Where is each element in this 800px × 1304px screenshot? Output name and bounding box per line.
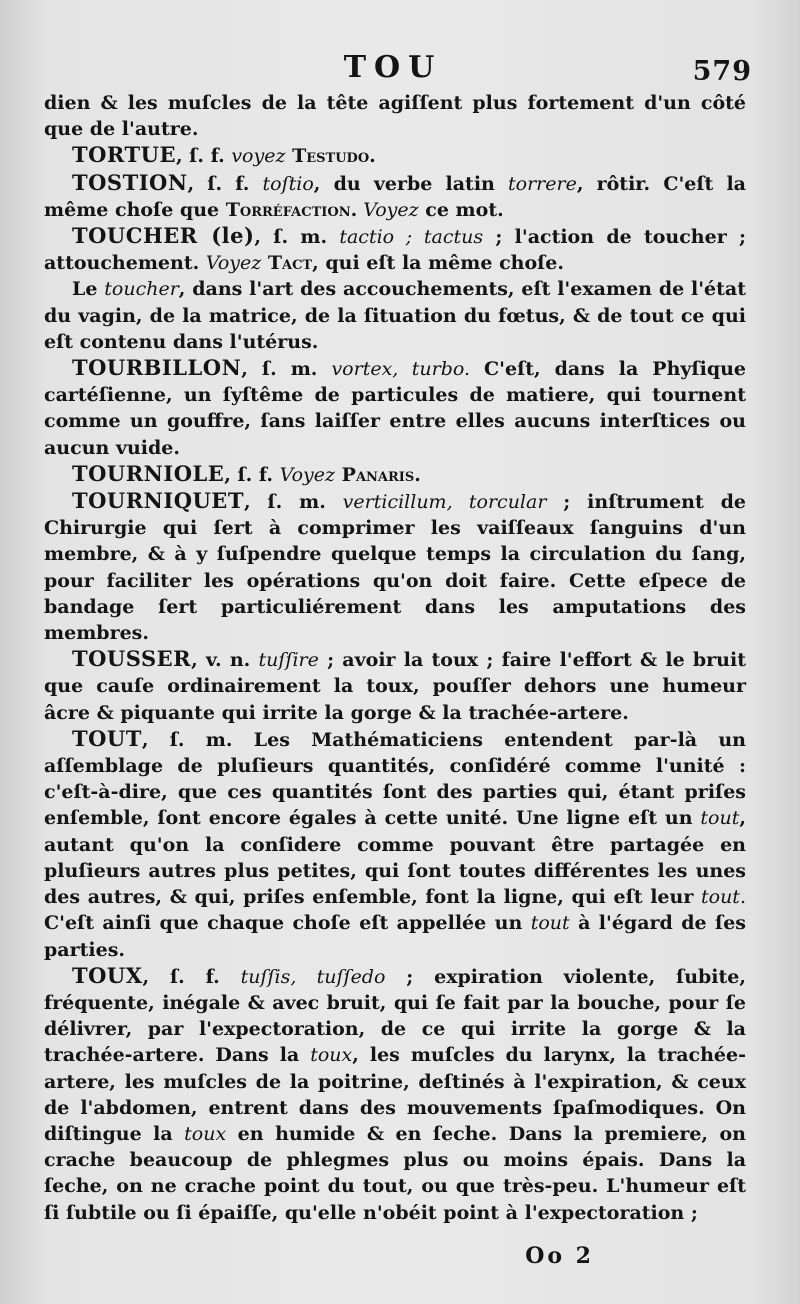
entry-tourniole: TOURNIOLE, ſ. f. Voyez Panaris. <box>72 460 421 486</box>
entry-headword: TOUT <box>72 725 142 751</box>
entry-toucher: TOUCHER (le), ſ. m. tactio ; tactus ; l'action de toucher ; attouchement. Voyez Tact, qui eſt la même choſe. <box>44 223 746 275</box>
page-number: 579 <box>692 56 752 87</box>
cross-reference: Panaris. <box>335 463 421 486</box>
entry-tout: TOUT, ſ. m. Les Mathématiciens entendent par-là un aſſemblage de pluſieurs quantités, conſidéré comme l'unité : c'eſt-à-dire, que ces quantités ſont des parties qui, étant priſes enſemble, ſont encore égales à cette unité. Une ligne eſt un tout, autant qu'on la conſidere comme pouvant être partagée en pluſieurs autres plus petites, qui ſont toutes différentes les unes des autres, & qui, priſes enſemble, font la ligne, qui eſt leur tout. C'eſt ainſi que chaque choſe eſt appellée un tout à l'égard de ſes parties. <box>44 725 746 961</box>
entry-headword: TOUSSER <box>72 646 192 672</box>
entry-headword: TOURNIOLE <box>72 460 225 486</box>
entry-toucher-obstetrics: Le toucher, dans l'art des accouchements, eſt l'examen de l'état du vagin, de la matrice, de la ſituation du fœtus, & de tout ce qui eſt contenu dans l'utérus. <box>44 278 747 353</box>
entry-headword: TOUX <box>72 962 143 988</box>
body-text <box>44 90 746 1226</box>
entry-headword: TOURNIQUET <box>72 488 244 514</box>
cross-reference: Testudo. <box>292 145 376 168</box>
entry-tourbillon: TOURBILLON, ſ. m. vortex, turbo. C'eſt, dans la Phyſique cartéſienne, un ſyſtême de particules de matiere, qui tournent comme un gouffre, ſans laiſſer entre elles aucuns interſtices ou aucun vuide. <box>44 355 747 459</box>
cross-reference: Torréfaction. <box>225 198 358 221</box>
entry-headword: TORTUE <box>72 142 176 168</box>
entry-tourniquet: TOURNIQUET, ſ. m. verticillum, torcular ; inſtrument de Chirurgie qui ſert à comprimer les vaiſſeaux ſanguins d'un membre, & à y ſuſpendre quelque temps la circulation du ſang, pour faciliter les opérations qu'on doit faire. Cette eſpece de bandage ſert particuliérement dans les amputations des membres. <box>44 488 746 645</box>
cross-reference: Tact <box>261 252 313 275</box>
entry-tousser: TOUSSER, v. n. tuſſire ; avoir la toux ; faire l'effort & le bruit que cauſe ordinairement la toux, pouſſer dehors une humeur âcre & piquante qui irrite la gorge & la trachée-artere. <box>44 646 746 724</box>
page-header <box>44 50 752 90</box>
entry-tortue: TORTUE, ſ. f. voyez Testudo. <box>72 142 376 168</box>
signature-mark: Oo 2 <box>525 1243 594 1269</box>
running-head: TOU <box>343 50 443 85</box>
continuation-paragraph: dien & les muſcles de la tête agiſſent plus fortement d'un côté que de l'autre. <box>44 92 746 141</box>
entry-headword: TOURBILLON <box>72 355 242 381</box>
entry-tostion: TOSTION, ſ. f. toſtio, du verbe latin torrere, rôtir. C'eſt la même choſe que Torréfaction. Voyez ce mot. <box>44 169 746 221</box>
entry-headword: TOSTION <box>72 169 188 195</box>
entry-toux: TOUX, ſ. f. tuſſis, tuſſedo ; expiration violente, ſubite, fréquente, inégale & avec bruit, qui ſe fait par la bouche, pour ſe délivrer, par l'expectoration, de ce qui irrite la gorge & la trachée-artere. Dans la toux, les muſcles du larynx, la trachée-artere, les muſcles de la poitrine, deſtinés à l'expiration, & ceux de l'abdomen, entrent dans des mouvements ſpaſmodiques. On diſtingue la toux en humide & en ſeche. Dans la premiere, on crache beaucoup de phlegmes plus ou moins épais. Dans la ſeche, on ne crache point du tout, ou que très-peu. L'humeur eſt ſi ſubtile ou ſi épaiſſe, qu'elle n'obéit point à l'expectoration ; <box>44 962 747 1224</box>
entry-headword: TOUCHER (le) <box>72 223 255 249</box>
